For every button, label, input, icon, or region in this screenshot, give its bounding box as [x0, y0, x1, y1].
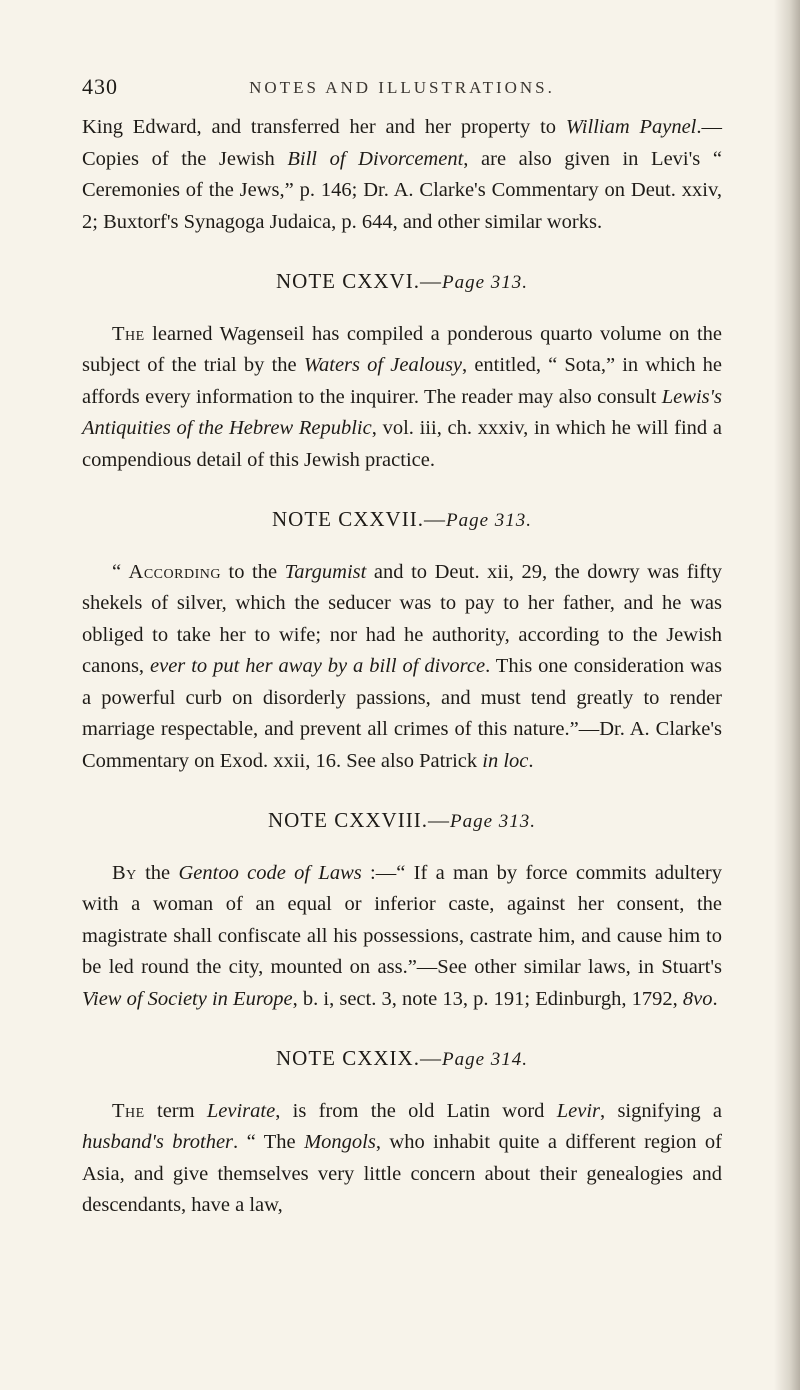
note-heading: NOTE CXXVII.—Page 313. — [271, 507, 533, 531]
note-paragraph: The term Levirate, is from the old Latin word Levir, signifying a husband's brother. “ The Mongols, who inhabit quite a different region of Asia, and give themselves very little concern about their genealogies and descendants, have a law, — [82, 1099, 722, 1216]
note-heading: NOTE CXXVI.—Page 313. — [275, 269, 529, 293]
page-header — [82, 74, 722, 104]
continued-paragraph: King Edward, and transferred her and her property to William Paynel.—Copies of the Jewish Bill of Divorcement, are also given in Levi's “ Ceremonies of the Jews,” p. 146; Dr. A. Clarke's Commentary on Deut. xxiv, 2; Buxtorf's Synagoga Judaica, p. 644, and other similar works. — [82, 116, 723, 233]
page-edge-shadow — [774, 0, 800, 1390]
note-paragraph: By the Gentoo code of Laws :—“ If a man by force commits adultery with a woman of an equal or inferior caste, against her consent, the magistrate shall confiscate all his possessions, castrate him, and cause him to be led round the city, mounted on ass.”—See other similar laws, in Stuart's View of Society in Europe, b. i, sect. 3, note 13, p. 191; Edinburgh, 1792, 8vo. — [82, 861, 722, 1010]
note-heading: NOTE CXXVIII.—Page 313. — [267, 808, 537, 832]
note-paragraph: “ According to the Targumist and to Deut. xii, 29, the dowry was fifty shekels of silver, which the seducer was to pay to her father, and he was obliged to take her to wife; nor had he authority, according to the Jewish canons, ever to put her away by a bill of divorce. This one consideration was a powerful curb on disorderly passions, and must tend greatly to render marriage respectable, and prevent all crimes of this nature.”—Dr. A. Clarke's Commentary on Exod. xxii, 16. See also Patrick in loc. — [82, 560, 722, 772]
page-number: 430 — [82, 74, 118, 99]
note-heading: NOTE CXXIX.—Page 314. — [275, 1046, 529, 1070]
page-body — [82, 112, 722, 1222]
note-paragraph: The learned Wagenseil has compiled a ponderous quarto volume on the subject of the trial by the Waters of Jealousy, entitled, “ Sota,” in which he affords every information to the inquirer. The reader may also consult Lewis's Antiquities of the Hebrew Republic, vol. iii, ch. xxxiv, in which he will find a compendious detail of this Jewish practice. — [82, 322, 722, 471]
running-head: NOTES AND ILLUSTRATIONS. — [249, 78, 555, 97]
